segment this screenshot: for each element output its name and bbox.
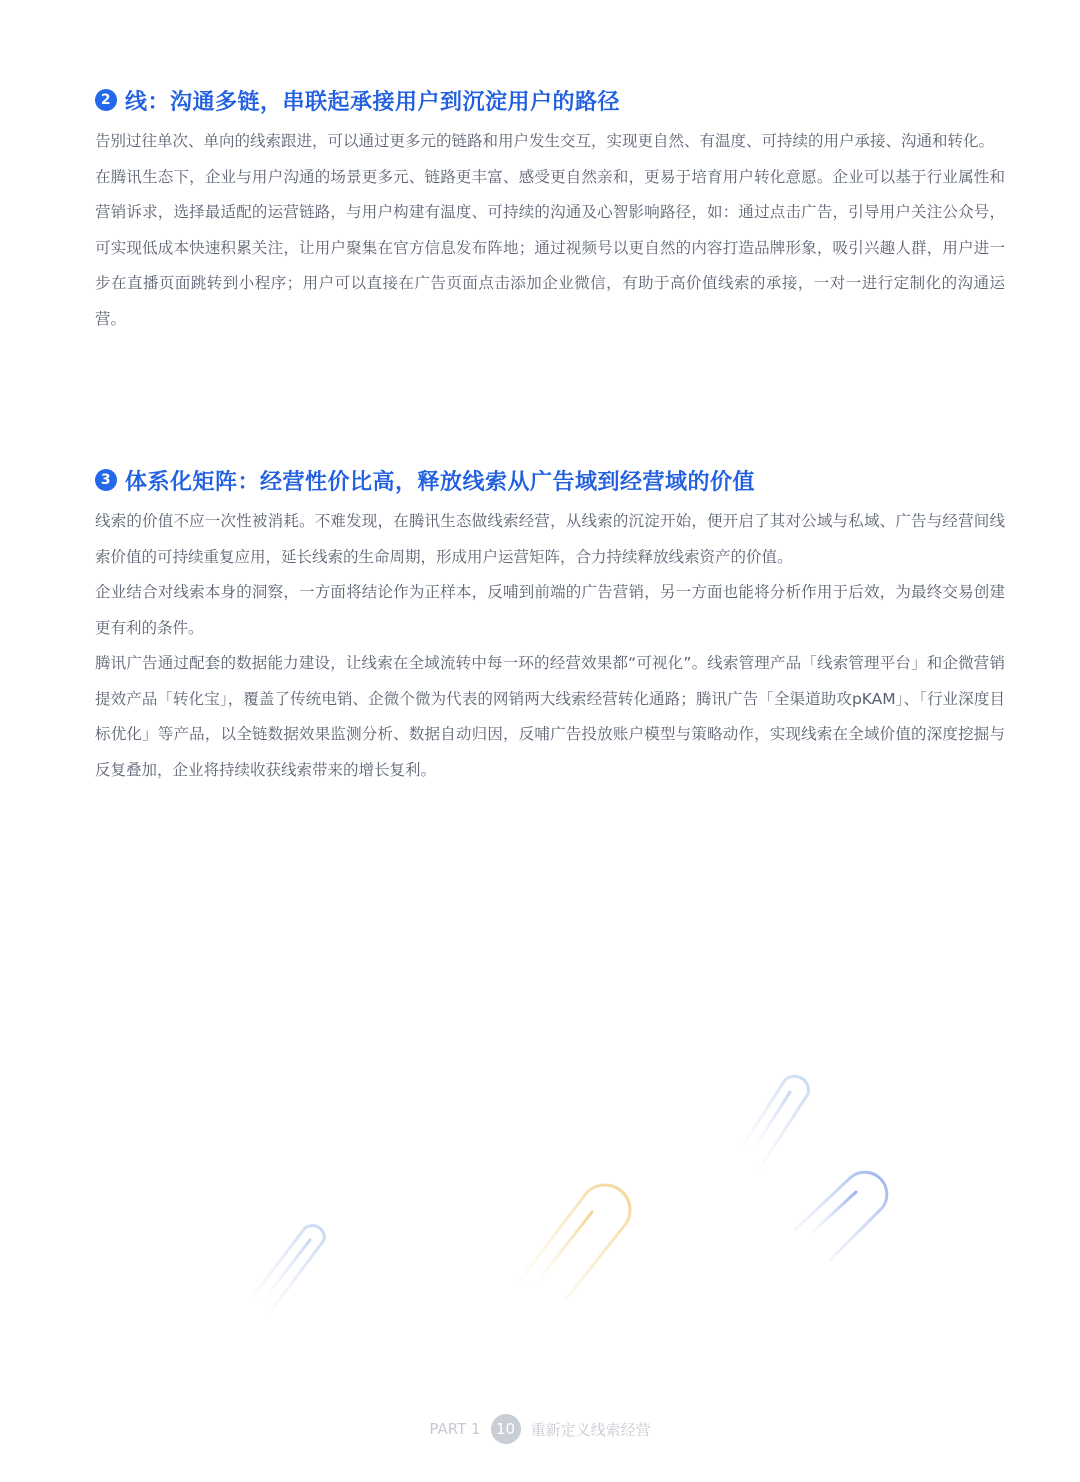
section-3-paragraph-1: 线索的价值不应一次性被消耗。不难发现，在腾讯生态做线索经营，从线索的沉淀开始，便开启了其对公域与私域、广告与经营间线索价值的可持续重复应用，延长线索的生命周期，形成用户运营矩阵，合力持续释放线索资产的价值。	[95, 512, 1005, 566]
paperclip-icon	[740, 1076, 809, 1168]
page-number: 10	[491, 1414, 521, 1444]
section-number-badge: 2	[95, 89, 117, 111]
footer-chapter-title: 重新定义线索经营	[530, 1420, 651, 1439]
section-2-title: 线：沟通多链，串联起承接用户到沉淀用户的路径	[125, 89, 621, 115]
section-2-paragraph-1: 告别过往单次、单向的线索跟进，可以通过更多元的链路和用户发生交互，实现更自然、有温度、可持续的用户承接、沟通和转化。	[95, 132, 995, 150]
section-3-paragraph-2: 企业结合对线索本身的洞察，一方面将结论作为正样本，反哺到前端的广告营销，另一方面也能将分析作用于后效，为最终交易创建更有利的条件。	[95, 583, 1005, 637]
footer-part-label: PART 1	[429, 1420, 481, 1438]
section-number-badge: 3	[95, 469, 117, 491]
section-3-paragraph-3: 腾讯广告通过配套的数据能力建设，让线索在全域流转中每一环的经营效果都“可视化”。线索管理产品「线索管理平台」和企微营销提效产品「转化宝」，覆盖了传统电销、企微个微为代表的网销两大线索经营转化通路；腾讯广告「全渠道助攻pKAM」、「行业深度目标优化」等产品，以全链数据效果监测分析、数据自动归因，反哺广告投放账户模型与策略动作，实现线索在全域价值的深度挖掘与反复叠加，企业将持续收获线索带来的增长复利。	[95, 654, 1005, 779]
paperclip-icon	[520, 1185, 630, 1300]
section-2-paragraph-2: 在腾讯生态下，企业与用户沟通的场景更多元、链路更丰富、感受更自然亲和，更易于培育用户转化意愿。企业可以基于行业属性和营销诉求，选择最适配的运营链路，与用户构建有温度、可持续的沟通及心智影响路径，如：通过点击广告，引导用户关注公众号，可实现低成本快速积累关注，让用户聚集在官方信息发布阵地；通过视频号以更自然的内容打造品牌形象，吸引兴趣人群，用户进一步在直播页面跳转到小程序；用户可以直接在广告页面点击添加企业微信，有助于高价值线索的承接，一对一进行定制化的沟通运营。	[95, 167, 1005, 328]
page-footer	[0, 1414, 1080, 1444]
paperclip-icon	[795, 1172, 887, 1260]
paperclip-icon	[250, 1226, 324, 1315]
section-3-title: 体系化矩阵：经营性价比高，释放线索从广告域到经营域的价值	[125, 469, 756, 495]
